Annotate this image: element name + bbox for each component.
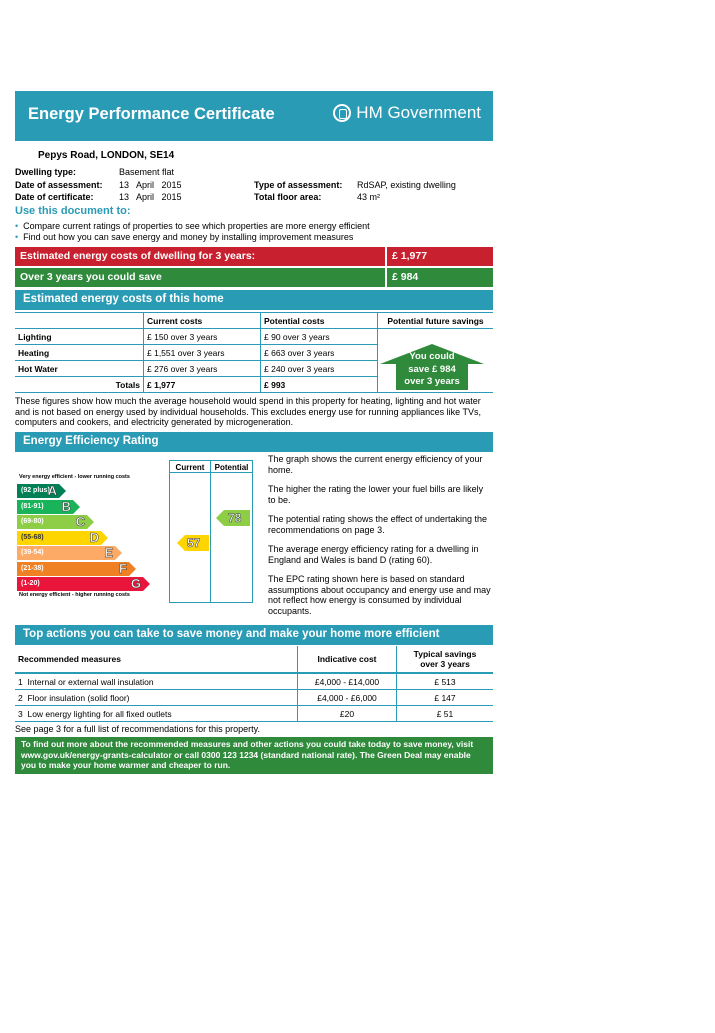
energy-rating-chart [15,460,253,604]
hm-government-text: HM Government [356,103,481,122]
actions-section-title: Top actions you can take to save money and make your home more efficient [23,628,440,640]
savings-bar [15,268,493,287]
rating-band-letter: E [104,545,113,560]
savings-arrow-line: over 3 years [404,376,460,387]
section-title-bar [15,625,493,645]
rating-band-letter: D [89,529,99,545]
rating-band-e [17,546,115,560]
table-header-row [15,646,493,673]
use-document-bullet: • Compare current ratings of properties to see which properties are more energy efficient [15,221,370,231]
rating-band-letter: F [119,560,127,576]
savings-label: Over 3 years you could save [20,271,162,283]
costs-note: These figures show how much the average household would spend in this property for heating, lighting and hot water and is not based on energy used by individual households. This excludes energy use for running appliances like TVs, computers and cookers, and electricity generated by microgeneration. [15,396,481,427]
potential-rating-marker [216,510,250,526]
rating-band-letter: C [75,514,85,529]
totals-row: Totals £ 1,977 £ 993 [15,377,493,393]
current-rating-marker [177,535,209,551]
estimated-costs-label: Estimated energy costs of dwelling for 3 years: [20,250,256,262]
current-costs-header: Current costs [144,313,261,329]
property-address: Pepys Road, LONDON, SE14 [38,150,175,161]
dwelling-type-value: Basement flat [119,167,175,177]
rating-band-c [17,515,87,529]
explanation-paragraph: The higher the rating the lower your fuel bills are likely to be. [268,484,484,505]
section-title-bar [15,432,493,452]
current-column [169,460,211,603]
chart-bottom-note: Not energy efficient - higher running costs [19,592,130,598]
rating-band-letter: A [47,483,57,498]
see-page-note: See page 3 for a full list of recommendations for this property. [15,724,260,734]
savings-header: Typical savings over 3 years [397,646,494,673]
current-column-header: Current [175,463,205,472]
rating-band-f [17,562,129,576]
certificate-title: Energy Performance Certificate [28,105,275,123]
potential-rating-value: 78 [228,511,242,525]
explanation-paragraph: The average energy efficiency rating for a dwelling in England and Wales is band D (rating 60). [268,544,479,565]
potential-savings-header: Potential future savings [378,313,494,329]
explanation-paragraph: The EPC rating shown here is based on standard assumptions about occupancy and energy use and may not reflect how energy is consumed by individual occupants. [268,574,491,616]
rating-band-a [17,484,59,498]
cost-header: Indicative cost [298,646,397,673]
rating-bands [17,484,169,594]
hm-government-logo [333,103,481,123]
rating-section-title: Energy Efficiency Rating [23,435,159,447]
rating-band-letter: B [61,498,71,514]
certificate-date-value: 13 April 2015 [119,192,182,202]
table-header-row [15,313,493,329]
floor-area-value: 43 m² [357,192,381,202]
assessment-type-label: Type of assessment: [254,180,343,190]
green-deal-box: To find out more about the recommended measures and other actions you could take today to save money, visit www.gov.uk/energy-grants-calculator or call 0300 123 1234 (standard national rate). The Green Deal may enable you to make your home warmer and cheaper to run. [15,737,493,774]
rating-band-range: (69-80) [21,518,44,525]
table-row: 2 Floor insulation (solid floor) £4,000 - £6,000 £ 147 [15,690,493,706]
estimated-costs-value: £ 1,977 [392,250,428,262]
rating-band-g [17,577,143,591]
table-row: Lighting £ 150 over 3 years £ 90 over 3 years [15,329,493,345]
potential-column-header: Potential [214,463,249,472]
rating-band-letter: G [130,576,141,591]
potential-costs-header: Potential costs [261,313,378,329]
royal-crest-icon [333,104,351,122]
savings-value: £ 984 [392,271,419,283]
savings-arrow-icon [380,344,484,390]
table-row: Heating £ 1,551 over 3 years £ 663 over 3 years [15,345,493,361]
table-row: 1 Internal or external wall insulation £4,000 - £14,000 £ 513 [15,673,493,690]
table-row: Hot Water £ 276 over 3 years £ 240 over 3 years [15,361,493,377]
measures-header: Recommended measures [15,646,298,673]
use-document-bullet: • Find out how you can save energy and money by installing improvement measures [15,232,354,242]
explanation-paragraph: The graph shows the current energy efficiency of your home. [268,454,483,475]
dwelling-type-label: Dwelling type: [15,167,77,177]
costs-section-title: Estimated energy costs of this home [23,293,224,305]
use-document-heading: Use this document to: [15,205,131,217]
rating-band-range: (1-20) [21,580,40,587]
rating-band-b [17,500,73,514]
recommended-measures-table [15,646,493,722]
chart-top-note: Very energy efficient - lower running costs [19,474,130,480]
savings-arrow-line: You could [409,351,455,362]
rating-band-range: (21-38) [21,564,44,572]
rating-band-d [17,531,101,545]
assessment-date-label: Date of assessment: [15,180,103,190]
certificate-date-label: Date of certificate: [15,192,94,202]
estimated-costs-bar [15,247,493,266]
rating-band-range: (39-54) [21,549,44,556]
savings-arrow-line: save £ 984 [408,363,456,375]
certificate-header [15,91,493,141]
assessment-type-value: RdSAP, existing dwelling [357,180,456,190]
floor-area-label: Total floor area: [254,192,322,202]
rating-band-range: (92 plus) [21,487,50,494]
potential-column [211,460,253,603]
rating-explanation [268,454,493,616]
section-title-bar [15,290,493,310]
assessment-date-value: 13 April 2015 [119,180,182,190]
rating-band-range: (81-91) [21,502,44,510]
rating-band-range: (55-68) [21,533,44,541]
current-rating-value: 57 [187,536,201,550]
explanation-paragraph: The potential rating shows the effect of undertaking the recommendations on page 3. [268,514,487,535]
table-row: 3 Low energy lighting for all fixed outlets £20 £ 51 [15,706,493,722]
